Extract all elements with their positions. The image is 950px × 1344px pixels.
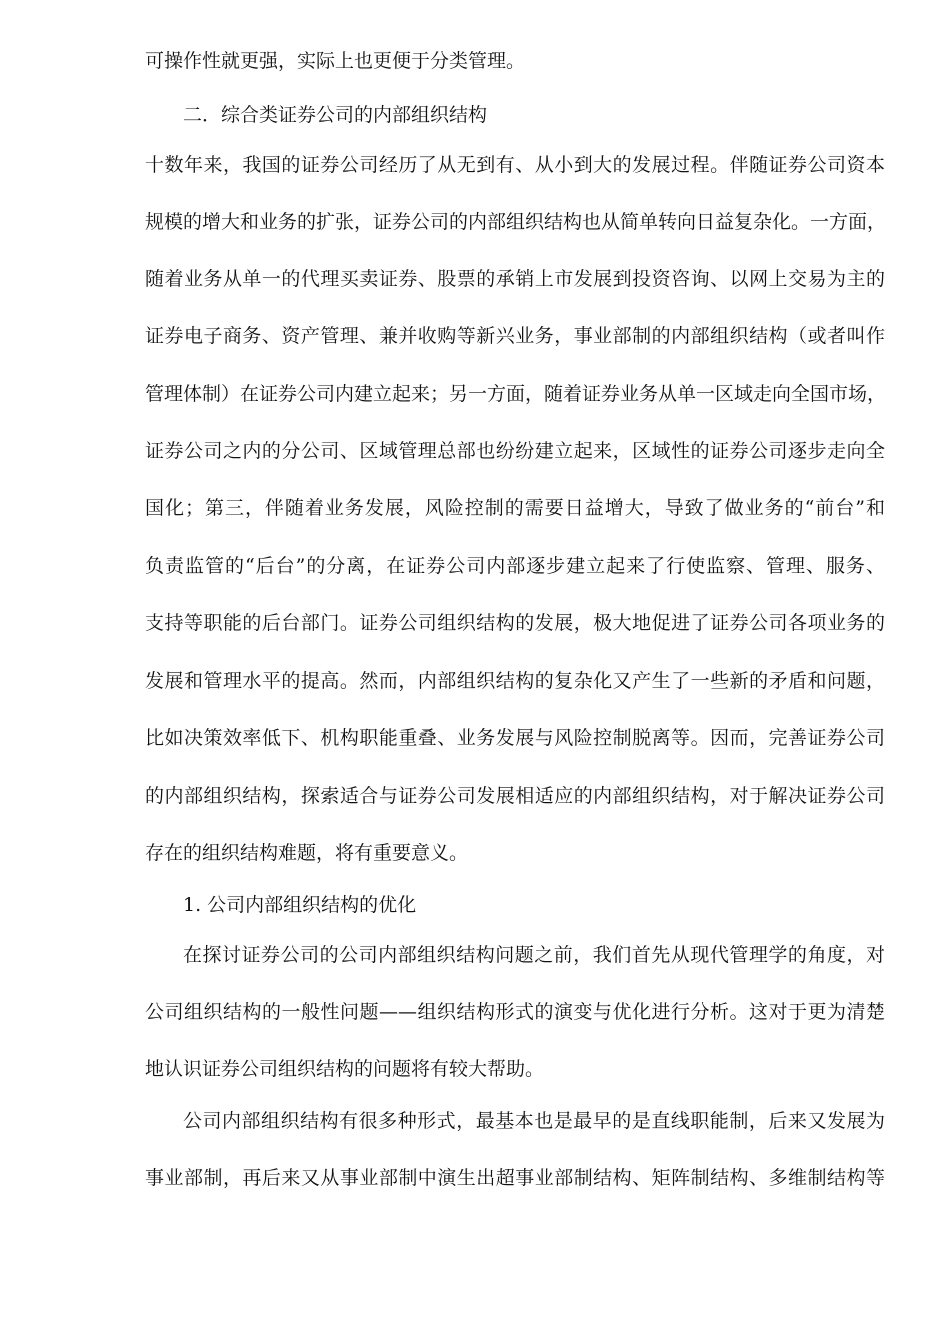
text-line-6: 证券电子商务、资产管理、兼并收购等新兴业务，事业部制的内部组织结构（或者叫作 xyxy=(145,325,885,347)
text-line-13: 比如决策效率低下、机构职能重叠、业务发展与风险控制脱离等。因而，完善证券公司 xyxy=(145,727,885,749)
text-line-15: 存在的组织结构难题，将有重要意义。 xyxy=(145,842,469,864)
text-line-1: 可操作性就更强，实际上也更便于分类管理。 xyxy=(145,50,526,72)
text-line-9: 国化；第三，伴随着业务发展，风险控制的需要日益增大，导致了做业务的“前台”和 xyxy=(145,497,885,519)
text-line-3: 十数年来，我国的证券公司经历了从无到有、从小到大的发展过程。伴随证券公司资本 xyxy=(145,154,885,176)
text-line-14: 的内部组织结构，探索适合与证券公司发展相适应的内部组织结构，对于解决证券公司 xyxy=(145,785,885,807)
text-line-11: 支持等职能的后台部门。证券公司组织结构的发展，极大地促进了证券公司各项业务的 xyxy=(145,612,885,634)
text-line-17: 在探讨证券公司的公司内部组织结构问题之前，我们首先从现代管理学的角度，对 xyxy=(183,944,885,966)
text-line-5: 随着业务从单一的代理买卖证券、股票的承销上市发展到投资咨询、以网上交易为主的 xyxy=(145,268,885,290)
text-line-7: 管理体制）在证券公司内建立起来；另一方面，随着证券业务从单一区域走向全国市场， xyxy=(145,383,887,405)
text-line-10: 负责监管的“后台”的分离，在证券公司内部逐步建立起来了行使监察、管理、服务、 xyxy=(145,555,885,577)
text-line-12: 发展和管理水平的提高。然而，内部组织结构的复杂化又产生了一些新的矛盾和问题， xyxy=(145,670,885,692)
section-heading: 二．综合类证券公司的内部组织结构 xyxy=(183,104,488,126)
text-line-8: 证券公司之内的分公司、区域管理总部也纷纷建立起来，区域性的证券公司逐步走向全 xyxy=(145,440,885,462)
text-line-18: 公司组织结构的一般性问题——组织结构形式的演变与优化进行分析。这对于更为清楚 xyxy=(145,1001,885,1023)
text-line-21: 事业部制，再后来又从事业部制中演生出超事业部制结构、矩阵制结构、多维制结构等 xyxy=(145,1167,885,1189)
text-line-19: 地认识证券公司组织结构的问题将有较大帮助。 xyxy=(145,1058,545,1080)
text-line-4: 规模的增大和业务的扩张，证券公司的内部组织结构也从简单转向日益复杂化。一方面， xyxy=(145,211,887,233)
subsection-heading: 1. 公司内部组织结构的优化 xyxy=(183,894,417,916)
text-line-20: 公司内部组织结构有很多种形式，最基本也是最早的是直线职能制，后来又发展为 xyxy=(183,1110,885,1132)
